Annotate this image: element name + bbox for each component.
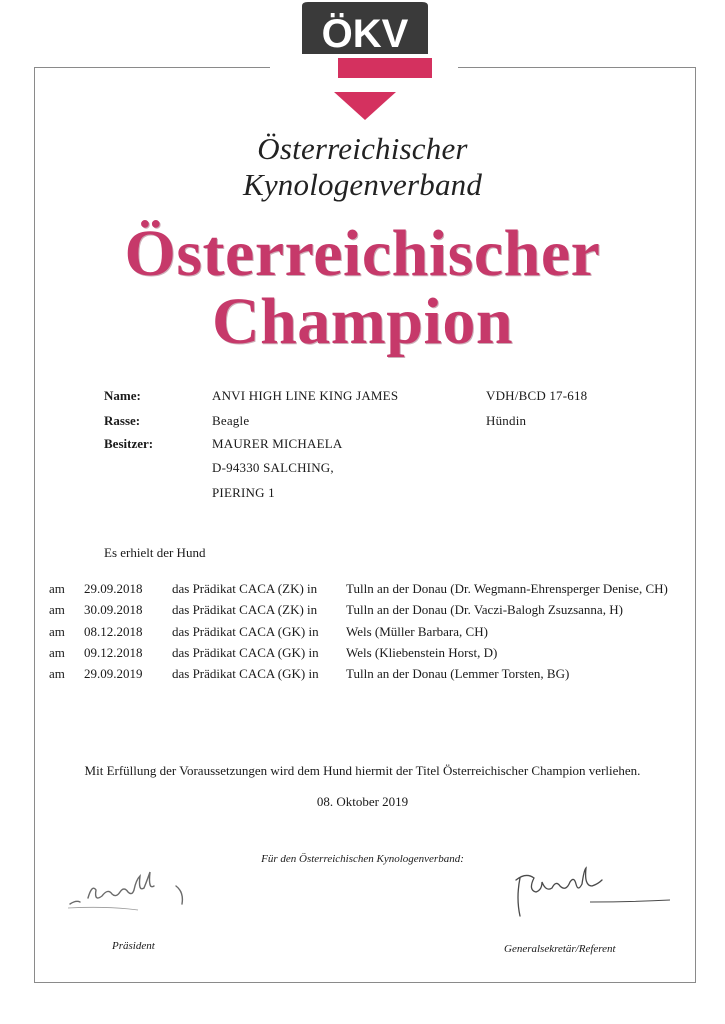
certificate-frame (34, 67, 696, 983)
award-location: Wels (Müller Barbara, CH) (346, 624, 488, 639)
award-row (0, 602, 725, 622)
awards-intro: Es erhielt der Hund (104, 545, 206, 560)
president-role: Präsident (112, 940, 155, 952)
title-line2: Champion (211, 285, 514, 358)
award-am: am (49, 581, 65, 596)
award-row (0, 645, 725, 665)
award-row (0, 666, 725, 686)
award-location: Tulln an der Donau (Dr. Vaczi-Balogh Zsuzsanna, H) (346, 602, 623, 617)
award-location: Wels (Kliebenstein Horst, D) (346, 645, 498, 660)
name-label: Name: (104, 388, 141, 403)
secretary-role: Generalsekretär/Referent (504, 943, 616, 955)
award-am: am (49, 602, 65, 617)
award-location: Tulln an der Donau (Lemmer Torsten, BG) (346, 666, 570, 681)
award-row (0, 581, 725, 601)
award-predicate: das Prädikat CACA (GK) in (172, 666, 319, 681)
owner-name: MAURER MICHAELA (212, 436, 343, 451)
owner-address-line1: D-94330 SALCHING, (212, 460, 334, 475)
signature-intro: Für den Österreichischen Kynologenverband: (261, 853, 464, 865)
award-row (0, 624, 725, 644)
issue-date: 08. Oktober 2019 (316, 794, 409, 809)
award-date: 29.09.2018 (84, 581, 143, 596)
okv-logo-icon (296, 2, 434, 124)
organization-line1: Österreichischer (257, 131, 468, 166)
conclusion-text: Mit Erfüllung der Voraussetzungen wird dem Hund hiermit der Titel Österreichischer Champion verliehen. (84, 763, 641, 778)
president-signature-icon (64, 868, 224, 918)
award-location: Tulln an der Donau (Dr. Wegmann-Ehrensperger Denise, CH) (346, 581, 668, 596)
award-am: am (49, 624, 65, 639)
registry-number: VDH/BCD 17-618 (486, 388, 588, 403)
award-date: 29.09.2019 (84, 666, 143, 681)
award-am: am (49, 645, 65, 660)
award-predicate: das Prädikat CACA (GK) in (172, 624, 319, 639)
secretary-signature-icon (506, 858, 676, 928)
award-predicate: das Prädikat CACA (ZK) in (172, 602, 318, 617)
award-predicate: das Prädikat CACA (GK) in (172, 645, 319, 660)
organization-line2: Kynologenverband (242, 167, 483, 202)
logo-text: ÖKV (321, 12, 409, 56)
owner-address-line2: PIERING 1 (212, 485, 275, 500)
dog-name: ANVI HIGH LINE KING JAMES (212, 388, 399, 403)
breed-label: Rasse: (104, 413, 141, 428)
award-date: 08.12.2018 (84, 624, 143, 639)
breed-value: Beagle (212, 413, 250, 428)
sex-value: Hündin (486, 413, 527, 428)
award-am: am (49, 666, 65, 681)
owner-label: Besitzer: (104, 436, 154, 451)
award-date: 09.12.2018 (84, 645, 143, 660)
award-predicate: das Prädikat CACA (ZK) in (172, 581, 318, 596)
title-line1: Österreichischer (124, 217, 601, 290)
award-date: 30.09.2018 (84, 602, 143, 617)
